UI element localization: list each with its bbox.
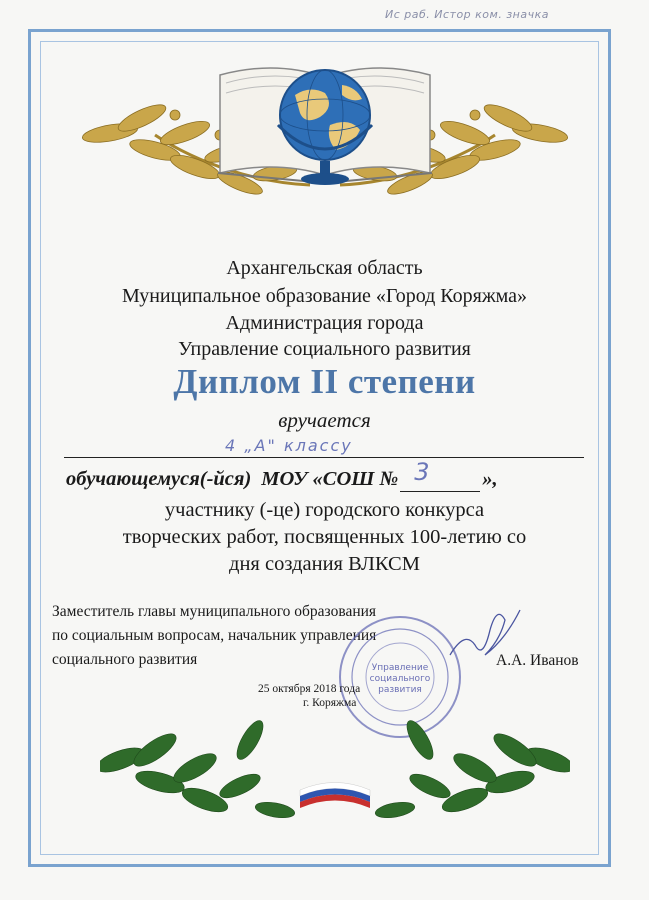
- school-number-handwritten: 3: [414, 458, 430, 486]
- school-label-close: »,: [482, 468, 498, 490]
- globe-book-laurel-emblem: [80, 55, 570, 220]
- diploma-title: Диплом II степени: [173, 362, 476, 401]
- header-municipality: Муниципальное образование «Город Коряжма»: [121, 285, 528, 307]
- svg-text:Управление: Управление: [371, 663, 429, 673]
- header-region: Архангельская область: [226, 257, 423, 279]
- issue-date: 25 октября 2018 года: [258, 683, 361, 695]
- signatory-position-3: социального развития: [52, 651, 198, 668]
- school-label: МОУ «СОШ №: [261, 468, 399, 490]
- recipient-line: [64, 457, 584, 458]
- student-label: обучающемуся(-йся): [66, 468, 252, 490]
- awarded-to-label: вручается: [278, 408, 371, 432]
- recipient-handwritten: 4 „А" классу: [225, 436, 353, 455]
- header-department: Управление социального развития: [178, 338, 471, 360]
- signatory-position-2: по социальным вопросам, начальник управления: [52, 627, 377, 644]
- handwritten-note: Ис раб. Истор ком. значка: [385, 8, 549, 21]
- issue-city: г. Коряжма: [303, 697, 357, 709]
- signatory-position-1: Заместитель главы муниципального образования: [52, 603, 377, 620]
- contest-line: творческих работ, посвященных 100-летию со: [122, 526, 527, 548]
- vlksm-line: дня создания ВЛКСМ: [229, 553, 420, 575]
- russian-flag-ribbon-icon: [300, 783, 370, 809]
- student-line: [66, 458, 498, 492]
- participant-line: участнику (-це) городского конкурса: [164, 499, 485, 521]
- signatory-name: А.А. Иванов: [496, 652, 579, 669]
- green-laurel-ribbon-icon: [100, 720, 570, 830]
- school-number-field: [400, 458, 480, 492]
- svg-text:социального: социального: [369, 674, 431, 684]
- signature-icon: [445, 600, 525, 670]
- svg-text:развития: развития: [378, 685, 422, 695]
- header-administration: Администрация города: [225, 312, 424, 334]
